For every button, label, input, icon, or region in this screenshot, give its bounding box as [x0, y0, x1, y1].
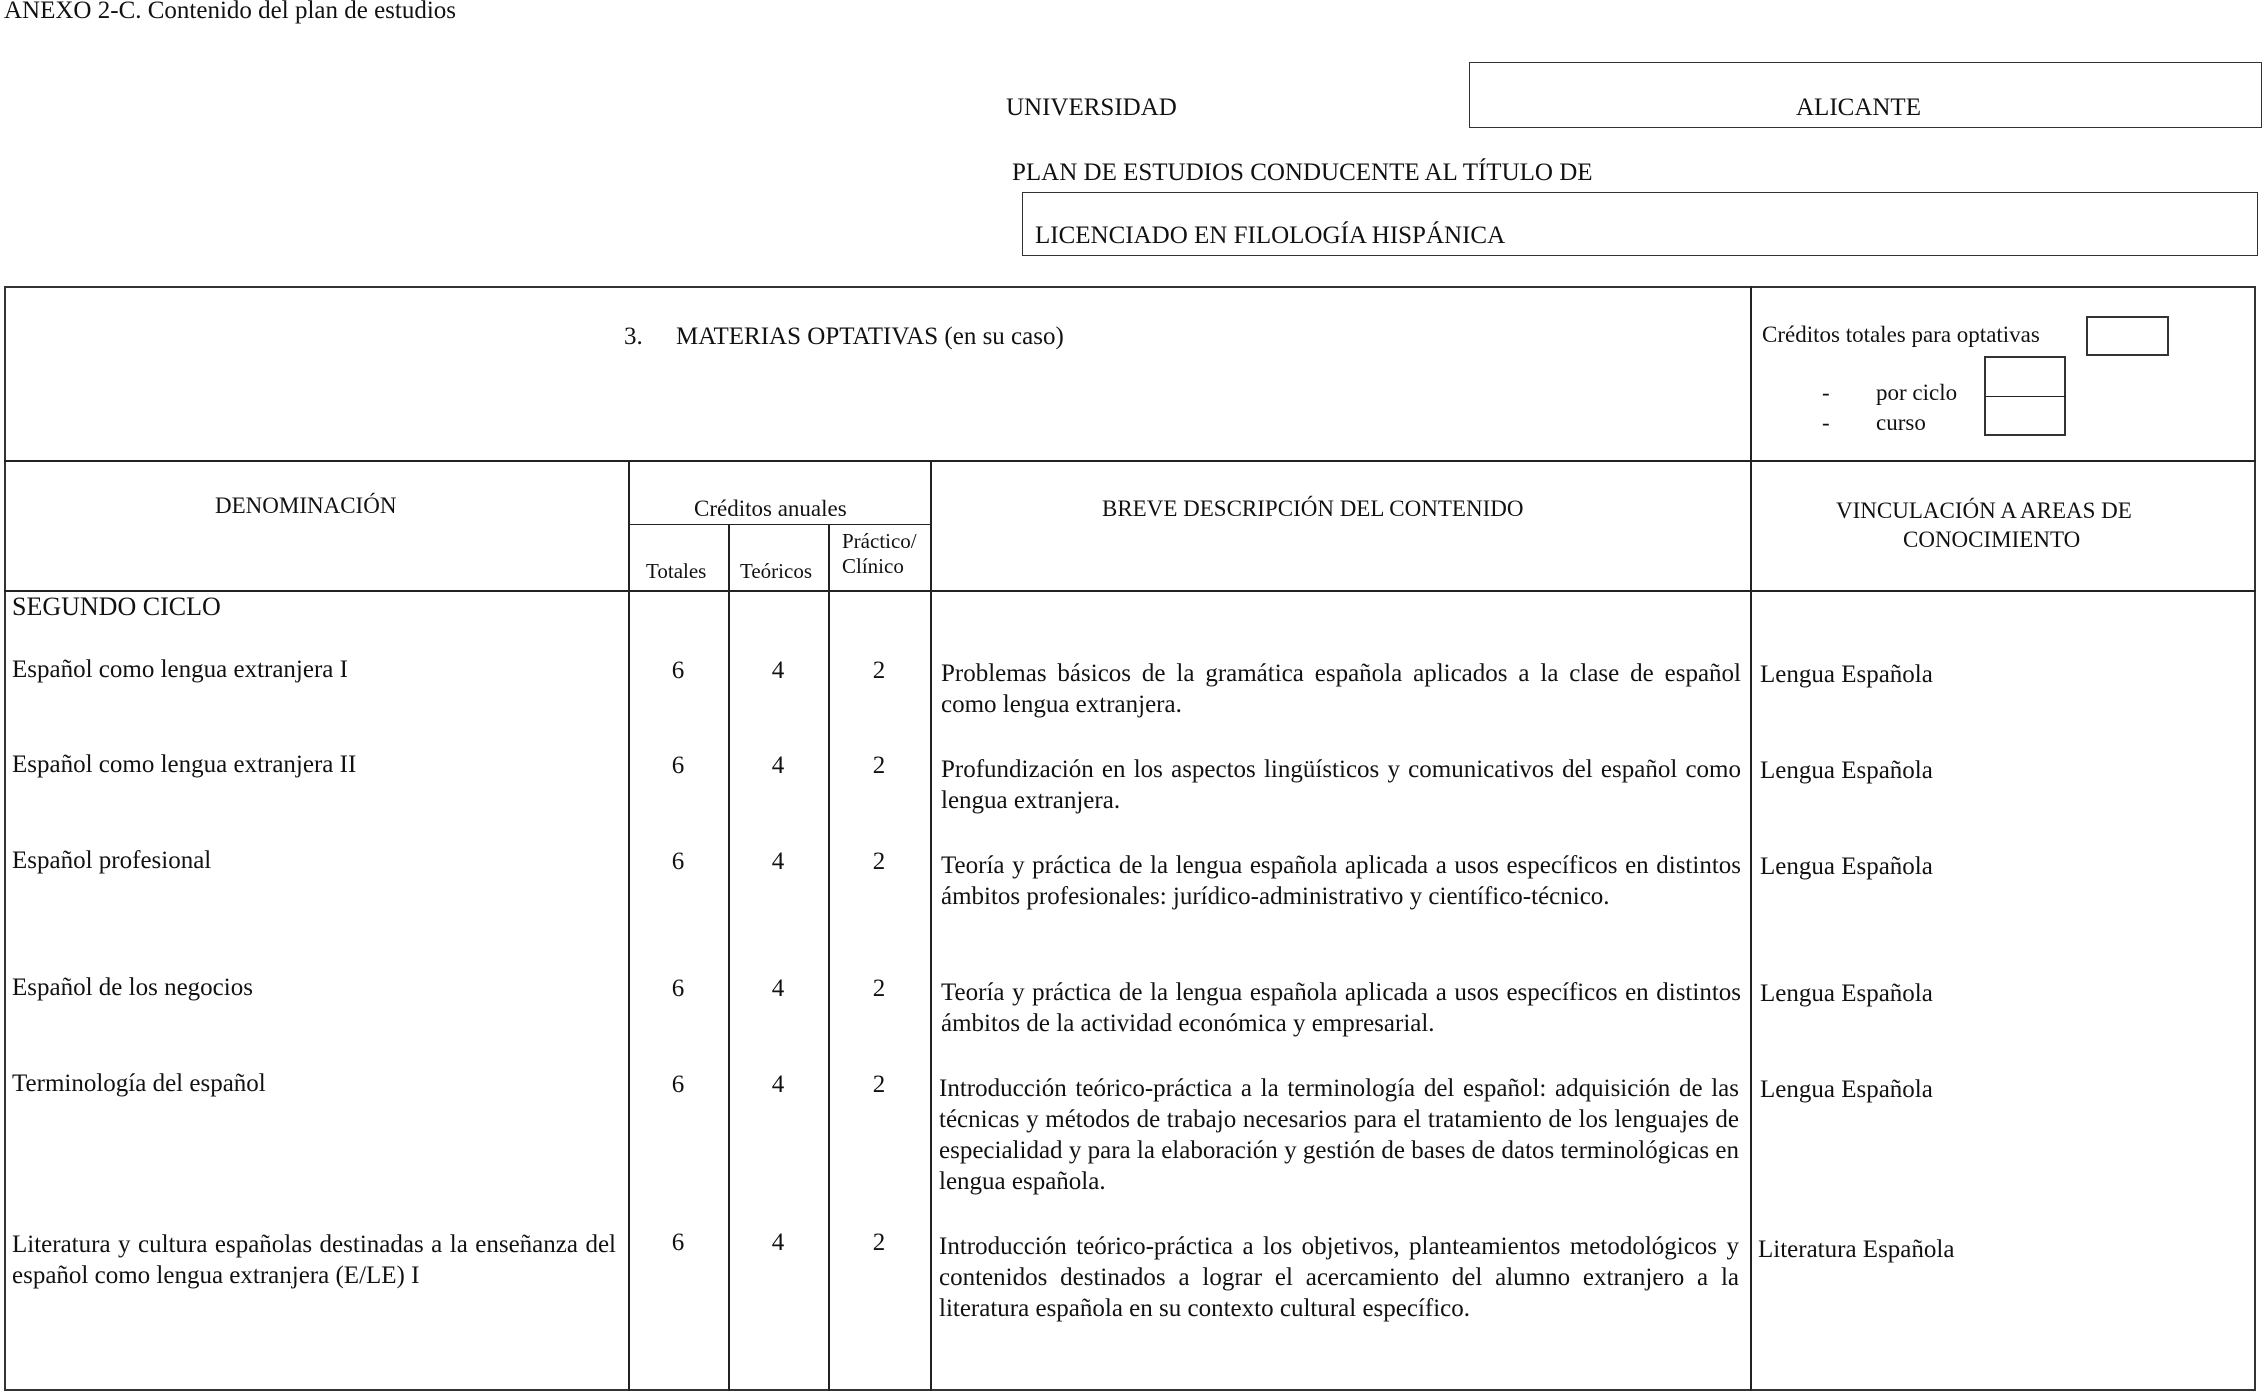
- header-totales: Totales: [646, 559, 707, 583]
- row-area: Literatura Española: [1758, 1236, 1955, 1263]
- header-denominacion: DENOMINACIÓN: [215, 493, 397, 518]
- row-name: Español como lengua extranjera I: [12, 656, 348, 683]
- section-divider: [4, 460, 2256, 462]
- row-name: Español de los negocios: [12, 974, 253, 1001]
- per-cycle-label: por ciclo: [1876, 380, 1958, 405]
- header-vinculacion-2: CONOCIMIENTO: [1903, 527, 2081, 552]
- row-totales: 6: [671, 1229, 685, 1256]
- row-description: Teoría y práctica de la lengua española aplicada a usos específicos en distintos ámbitos profesionales: jurídico-administrativo y científico-técnico.: [941, 852, 1741, 910]
- row-practicos: 2: [872, 752, 886, 779]
- university-value: ALICANTE: [1796, 94, 1921, 121]
- row-practicos: 2: [872, 1071, 886, 1098]
- row-totales: 6: [671, 752, 685, 779]
- main-frame: [4, 286, 2256, 1391]
- credits-sub-divider: [628, 524, 930, 525]
- row-description: Profundización en los aspectos lingüísticos y comunicativos del español como lengua extranjera.: [941, 756, 1741, 814]
- column-divider-area: [1750, 286, 1752, 1391]
- cycle-label: SEGUNDO CICLO: [12, 592, 221, 621]
- col-line-3: [828, 524, 830, 1391]
- row-teoricos: 4: [771, 1071, 785, 1098]
- header-descripcion: BREVE DESCRIPCIÓN DEL CONTENIDO: [1102, 496, 1524, 521]
- row-area: Lengua Española: [1760, 757, 1933, 784]
- row-area: Lengua Española: [1760, 853, 1933, 880]
- degree-value: LICENCIADO EN FILOLOGÍA HISPÁNICA: [1035, 222, 1506, 249]
- row-teoricos: 4: [771, 1229, 785, 1256]
- row-area: Lengua Española: [1760, 661, 1933, 688]
- row-name: Español como lengua extranjera II: [12, 751, 357, 778]
- box-split: [1986, 396, 2066, 397]
- row-totales: 6: [671, 1071, 685, 1098]
- row-practicos: 2: [872, 848, 886, 875]
- header-creditos-anuales: Créditos anuales: [694, 496, 847, 521]
- dash-1: -: [1822, 380, 1830, 405]
- row-area: Lengua Española: [1760, 980, 1933, 1007]
- row-totales: 6: [671, 657, 685, 684]
- credits-total-box: [2086, 316, 2169, 356]
- row-description: Introducción teórico-práctica a los objetivos, planteamientos metodológicos y contenidos destinados a lograr el acercamiento del alumno extranjero a la literatura española en su contexto cultural específico.: [939, 1233, 1739, 1322]
- university-box: [1469, 62, 2262, 128]
- header-clinico: Clínico: [842, 554, 904, 578]
- row-practicos: 2: [872, 975, 886, 1002]
- col-line-2: [728, 524, 730, 1391]
- section-title: MATERIAS OPTATIVAS (en su caso): [676, 323, 1064, 350]
- row-description: Teoría y práctica de la lengua española aplicada a usos específicos en distintos ámbitos de la actividad económica y empresarial.: [941, 979, 1741, 1037]
- row-name: Terminología del español: [12, 1070, 266, 1097]
- row-teoricos: 4: [771, 975, 785, 1002]
- row-teoricos: 4: [771, 657, 785, 684]
- header-practico: Práctico/: [842, 529, 917, 553]
- plan-label: PLAN DE ESTUDIOS CONDUCENTE AL TÍTULO DE: [1012, 159, 1593, 186]
- annex-title: ANEXO 2-C. Contenido del plan de estudios: [4, 0, 457, 24]
- row-area: Lengua Española: [1760, 1076, 1933, 1103]
- row-teoricos: 4: [771, 752, 785, 779]
- credits-total-label: Créditos totales para optativas: [1762, 322, 2040, 347]
- row-practicos: 2: [872, 657, 886, 684]
- university-label: UNIVERSIDAD: [1006, 94, 1177, 121]
- header-vinculacion-1: VINCULACIÓN A AREAS DE: [1836, 498, 2132, 523]
- row-totales: 6: [671, 848, 685, 875]
- row-description: Introducción teórico-práctica a la terminología del español: adquisición de las técnicas y métodos de trabajo necesarios para el tratamiento de los lenguajes de especialidad y para la elaboración y gestión de bases de datos terminológicas en lengua española.: [939, 1075, 1739, 1195]
- row-description: Problemas básicos de la gramática española aplicados a la clase de español como lengua extranjera.: [941, 660, 1741, 718]
- row-practicos: 2: [872, 1229, 886, 1256]
- row-teoricos: 4: [771, 848, 785, 875]
- header-teoricos: Teóricos: [740, 559, 813, 583]
- col-line-4: [930, 460, 932, 1391]
- row-name: Español profesional: [12, 847, 212, 874]
- per-cycle-course-box: [1984, 356, 2066, 436]
- header-divider: [4, 590, 2256, 592]
- course-label: curso: [1876, 410, 1926, 435]
- dash-2: -: [1822, 410, 1830, 435]
- degree-box: [1022, 192, 2258, 256]
- row-totales: 6: [671, 975, 685, 1002]
- row-name: Literatura y cultura españolas destinadas a la enseñanza del español como lengua extranjera (E/LE) I: [12, 1231, 616, 1289]
- section-number: 3.: [624, 323, 643, 350]
